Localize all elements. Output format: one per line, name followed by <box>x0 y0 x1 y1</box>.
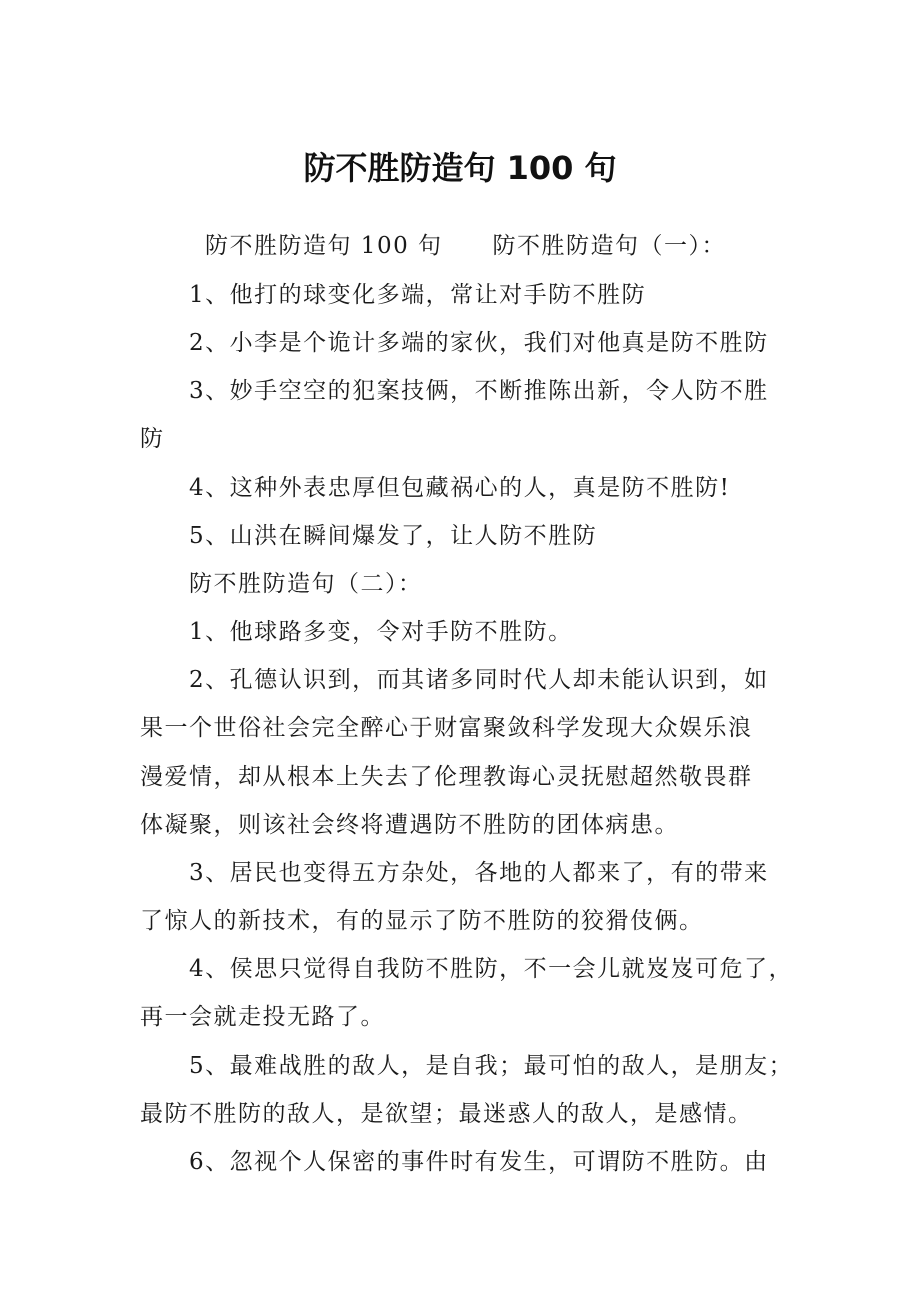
paragraph-line: 5、最难战胜的敌人，是自我；最可怕的敌人，是朋友； <box>189 1053 794 1079</box>
paragraph-line: 体凝聚，则该社会终将遭遇防不胜防的团体病患。 <box>140 812 679 838</box>
paragraph-line: 果一个世俗社会完全醉心于财富聚敛科学发现大众娱乐浪 <box>140 715 753 741</box>
paragraph-line: 3、妙手空空的犯案技俩，不断推陈出新，令人防不胜 <box>189 378 769 404</box>
paragraph-line: 2、小李是个诡计多端的家伙，我们对他真是防不胜防 <box>189 330 769 356</box>
section-heading-1: 防不胜防造句（一）： <box>492 233 727 259</box>
paragraph-line: 6、忽视个人保密的事件时有发生，可谓防不胜防。由 <box>189 1149 769 1175</box>
paragraph-line: 了惊人的新技术，有的显示了防不胜防的狡猾伎俩。 <box>140 908 704 934</box>
intro-line <box>205 231 865 261</box>
paragraph-line: 3、居民也变得五方杂处，各地的人都来了，有的带来 <box>189 860 769 886</box>
paragraph-line: 再一会就走投无路了。 <box>140 1004 385 1030</box>
intro-text: 防不胜防造句 100 句 <box>205 233 443 259</box>
paragraph-line: 5、山洪在瞬间爆发了，让人防不胜防 <box>189 523 598 549</box>
section-heading-2: 防不胜防造句（二）： <box>189 571 423 597</box>
paragraph-line: 4、这种外表忠厚但包藏祸心的人，真是防不胜防! <box>189 475 731 501</box>
paragraph-line: 最防不胜防的敌人，是欲望；最迷惑人的敌人，是感情。 <box>140 1101 753 1127</box>
paragraph-line: 4、侯思只觉得自我防不胜防，不一会儿就岌岌可危了， <box>189 956 794 982</box>
paragraph-line: 2、孔德认识到，而其诸多同时代人却未能认识到，如 <box>189 667 769 693</box>
paragraph-line: 防 <box>140 426 165 452</box>
paragraph-line: 1、他球路多变，令对手防不胜防。 <box>189 619 573 645</box>
page-title: 防不胜防造句 100 句 <box>303 149 617 187</box>
paragraph-line: 1、他打的球变化多端，常让对手防不胜防 <box>189 282 647 308</box>
paragraph-line: 漫爱情，却从根本上失去了伦理教诲心灵抚慰超然敬畏群 <box>140 764 753 790</box>
